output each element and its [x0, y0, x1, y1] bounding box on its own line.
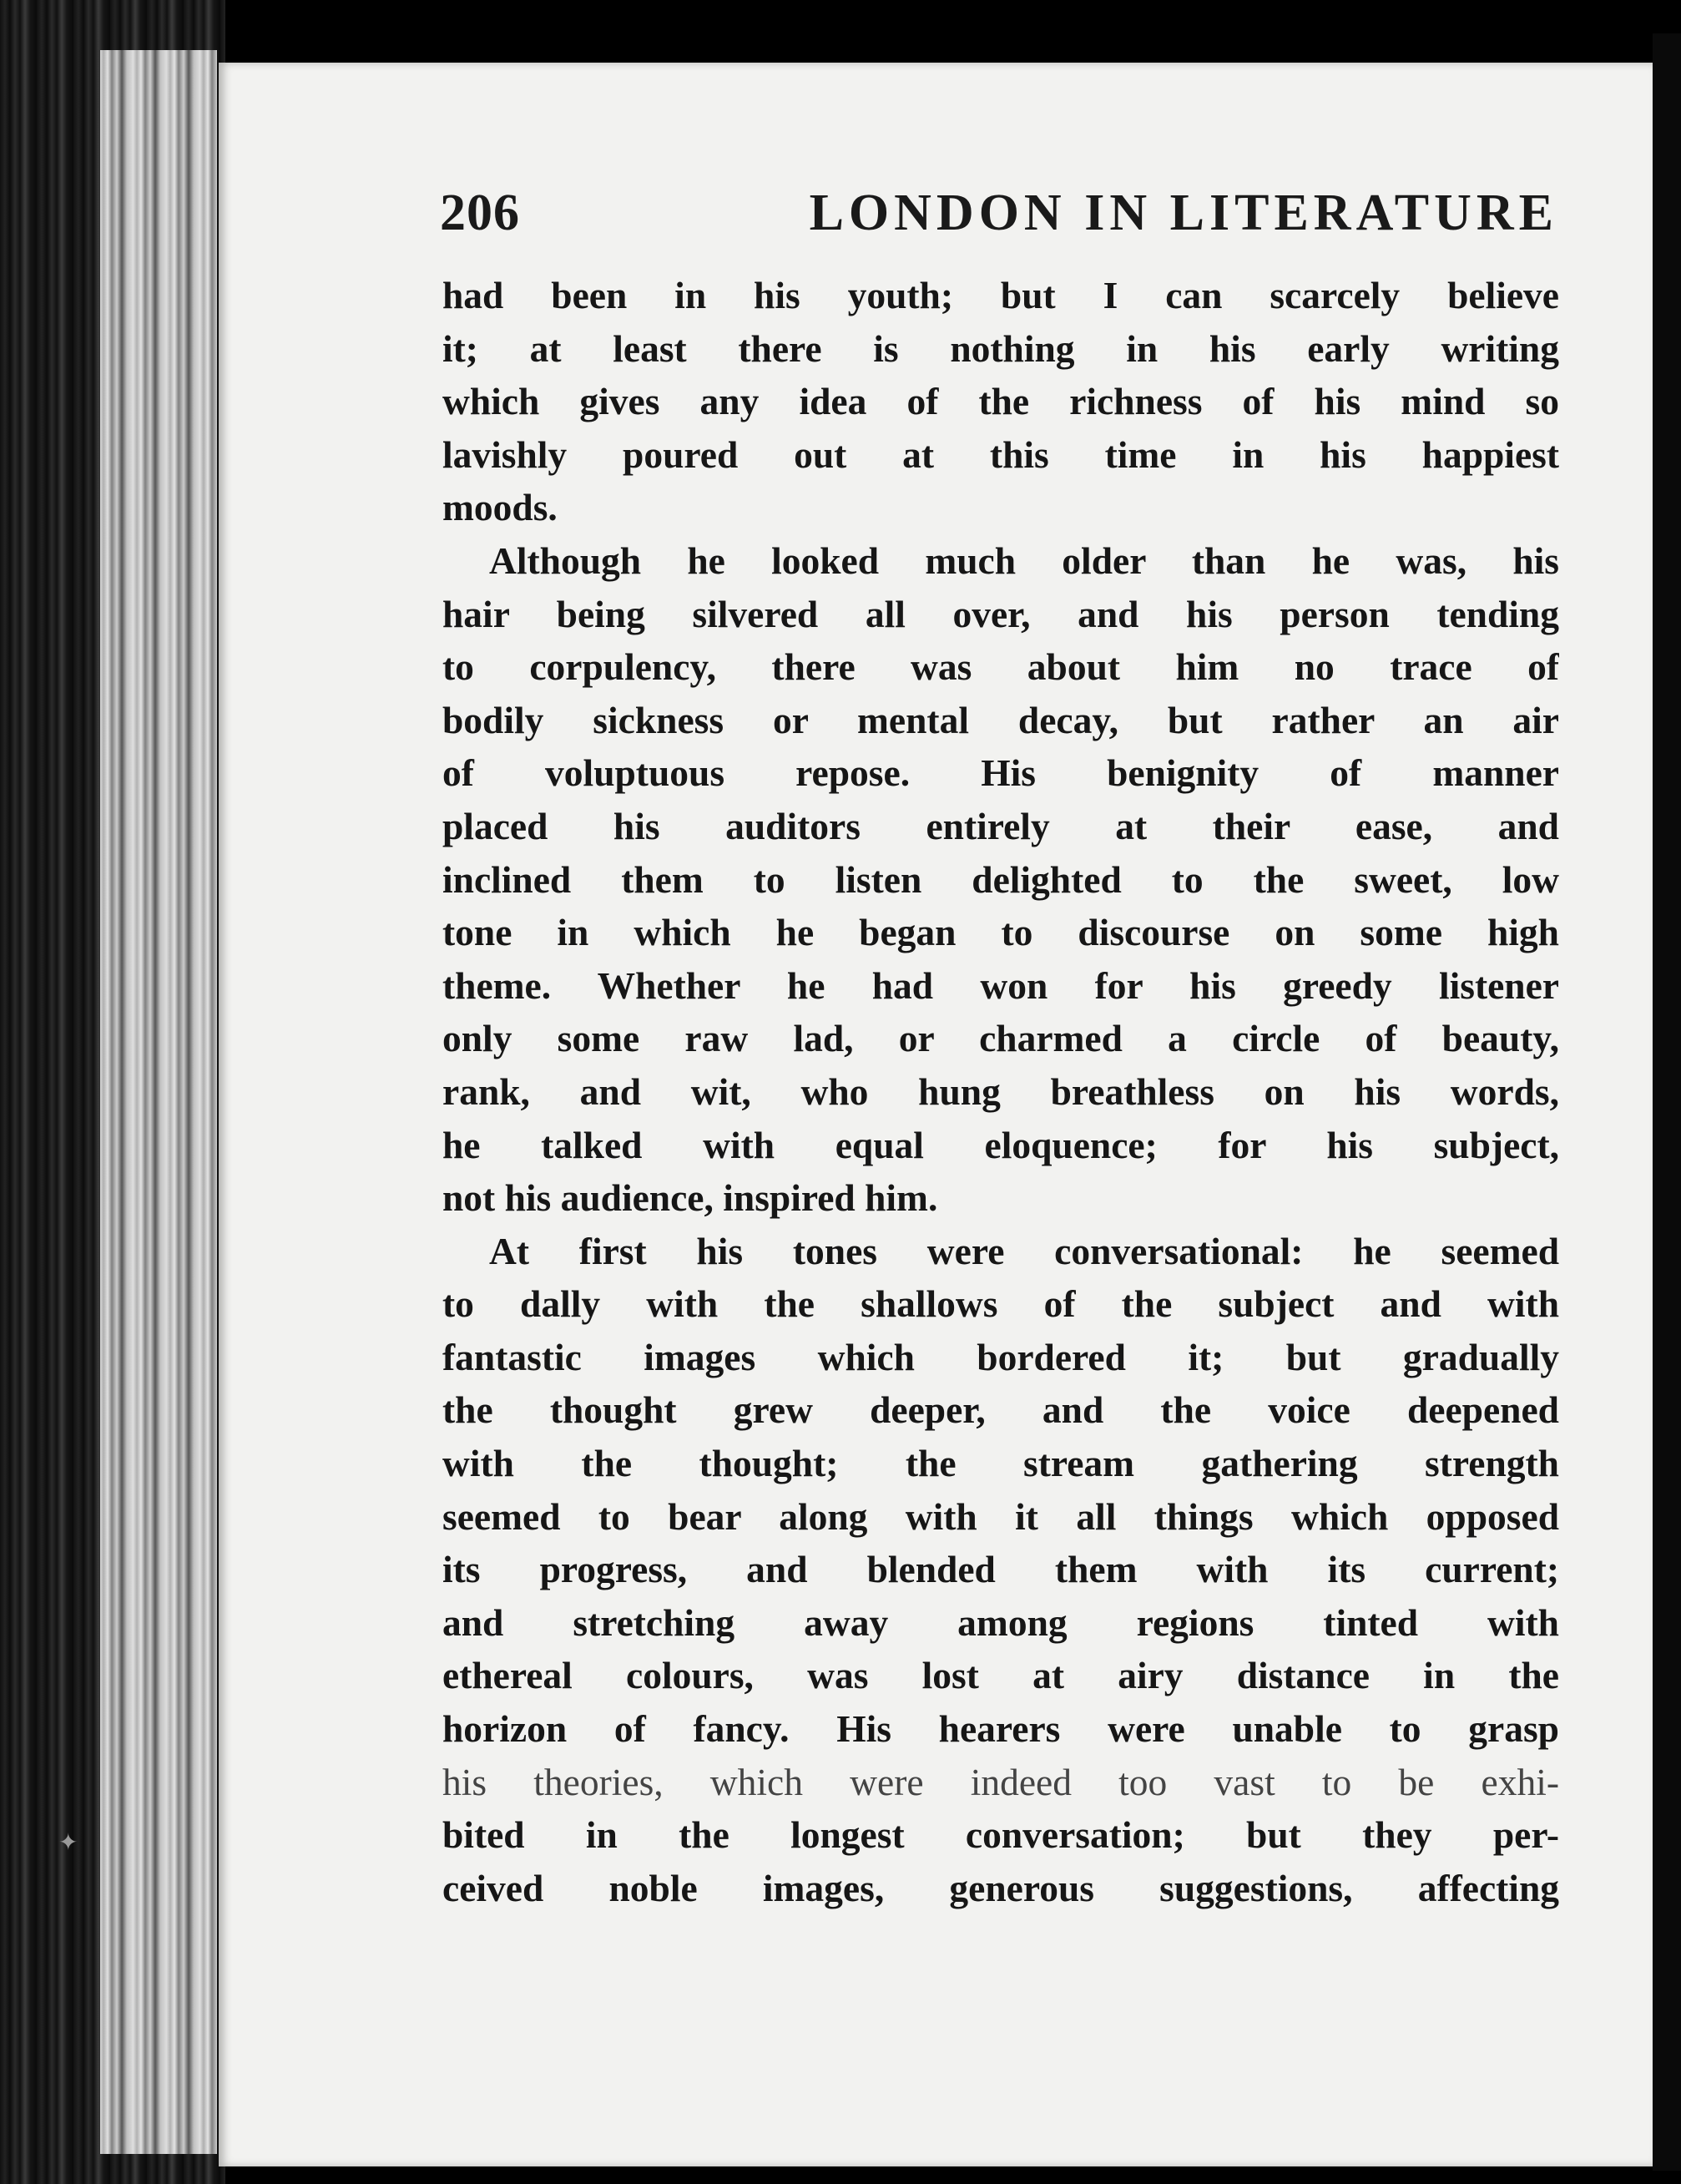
text-line: and stretching away among regions tinted with	[442, 1600, 1559, 1644]
text-line: theme. Whether he had won for his greedy listener	[442, 963, 1559, 1007]
text-line: he talked with equal eloquence; for his subject,	[442, 1123, 1559, 1166]
page-stack-edge	[100, 50, 217, 2154]
page-body	[442, 269, 1559, 1914]
text-line: moods.	[442, 486, 558, 529]
text-line: At first his tones were conversational: he seemed	[489, 1229, 1559, 1272]
film-mark: ✦	[58, 1828, 78, 1856]
text-line: which gives any idea of the richness of his mind so	[442, 380, 1559, 423]
text-line: it; at least there is nothing in his early writing	[442, 326, 1559, 370]
page-header	[440, 184, 1558, 250]
text-line: to dally with the shallows of the subject and with	[442, 1282, 1559, 1326]
page-number: 206	[440, 185, 520, 241]
running-title: LONDON IN LITERATURE	[809, 185, 1558, 241]
text-line: tone in which he began to discourse on some high	[442, 911, 1559, 954]
text-line: with the thought; the stream gathering strength	[442, 1442, 1559, 1485]
text-line: the thought grew deeper, and the voice deepened	[442, 1388, 1559, 1432]
text-line: fantastic images which bordered it; but gradually	[442, 1335, 1559, 1378]
text-line: placed his auditors entirely at their ease, and	[442, 804, 1559, 847]
text-line: lavishly poured out at this time in his happiest	[442, 432, 1559, 476]
text-line: inclined them to listen delighted to the sweet, low	[442, 857, 1559, 901]
text-line: its progress, and blended them with its current;	[442, 1548, 1559, 1591]
text-line: hair being silvered all over, and his person tending	[442, 592, 1559, 635]
text-line: bodily sickness or mental decay, but rather an air	[442, 698, 1559, 741]
text-line: ethereal colours, was lost at airy distance in the	[442, 1654, 1559, 1697]
text-line: seemed to bear along with it all things which opposed	[442, 1494, 1559, 1538]
right-page-edge	[1653, 33, 1681, 2171]
text-line: his theories, which were indeed too vast to be exhi-	[442, 1760, 1559, 1803]
text-line: of voluptuous repose. His benignity of manner	[442, 751, 1559, 795]
text-line: Although he looked much older than he was, his	[489, 538, 1559, 582]
text-line: only some raw lad, or charmed a circle of beauty,	[442, 1017, 1559, 1060]
text-line: rank, and wit, who hung breathless on his words,	[442, 1069, 1559, 1113]
text-line: to corpulency, there was about him no trace of	[442, 645, 1559, 689]
text-line: had been in his youth; but I can scarcely believe	[442, 274, 1559, 316]
text-line: horizon of fancy. His hearers were unable to grasp	[442, 1707, 1559, 1751]
text-line: bited in the longest conversation; but they per-	[442, 1813, 1559, 1857]
text-line: ceived noble images, generous suggestions, affecting	[442, 1866, 1559, 1909]
text-line: not his audience, inspired him.	[442, 1176, 938, 1220]
